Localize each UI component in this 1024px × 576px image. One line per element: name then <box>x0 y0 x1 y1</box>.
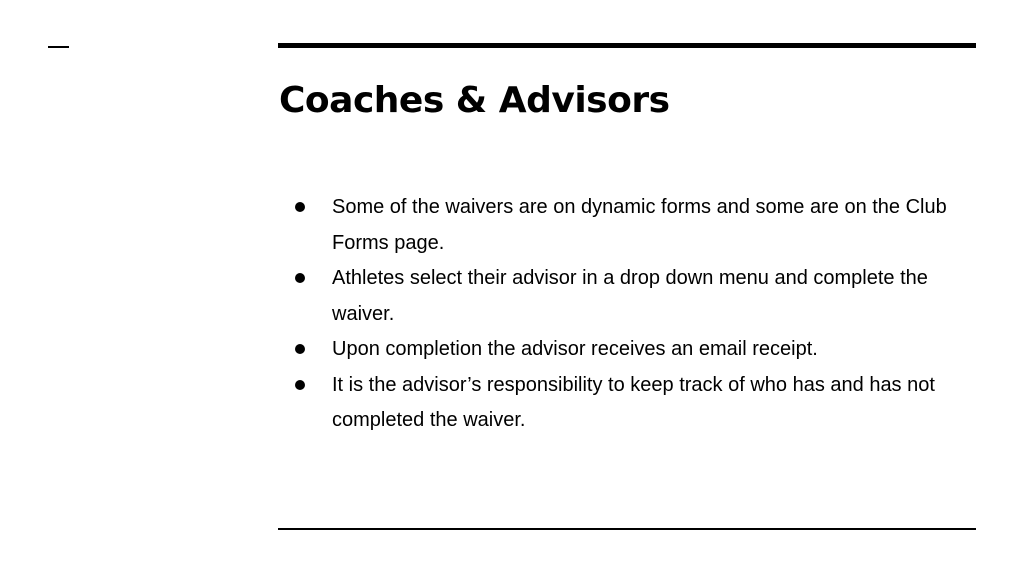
bullet-text: Athletes select their advisor in a drop down menu and complete the waiver. <box>332 267 928 325</box>
bullet-item <box>290 190 970 261</box>
bullet-text: It is the advisor’s responsibility to keep track of who has and has not completed the waiver. <box>332 373 935 431</box>
bullet-item <box>290 261 970 332</box>
bullet-icon <box>295 344 305 354</box>
bullet-item <box>290 332 970 368</box>
bullet-item <box>290 368 970 439</box>
slide-title: Coaches & Advisors <box>279 80 670 121</box>
bullet-icon <box>295 380 305 390</box>
bullet-icon <box>295 273 305 283</box>
bottom-divider <box>278 528 976 530</box>
bullet-icon <box>295 202 305 212</box>
bullet-list <box>290 190 970 439</box>
bullet-text: Upon completion the advisor receives an email receipt. <box>332 338 818 360</box>
corner-dash-decoration <box>48 46 69 48</box>
bullet-text: Some of the waivers are on dynamic forms and some are on the Club Forms page. <box>332 196 947 254</box>
top-divider <box>278 43 976 48</box>
